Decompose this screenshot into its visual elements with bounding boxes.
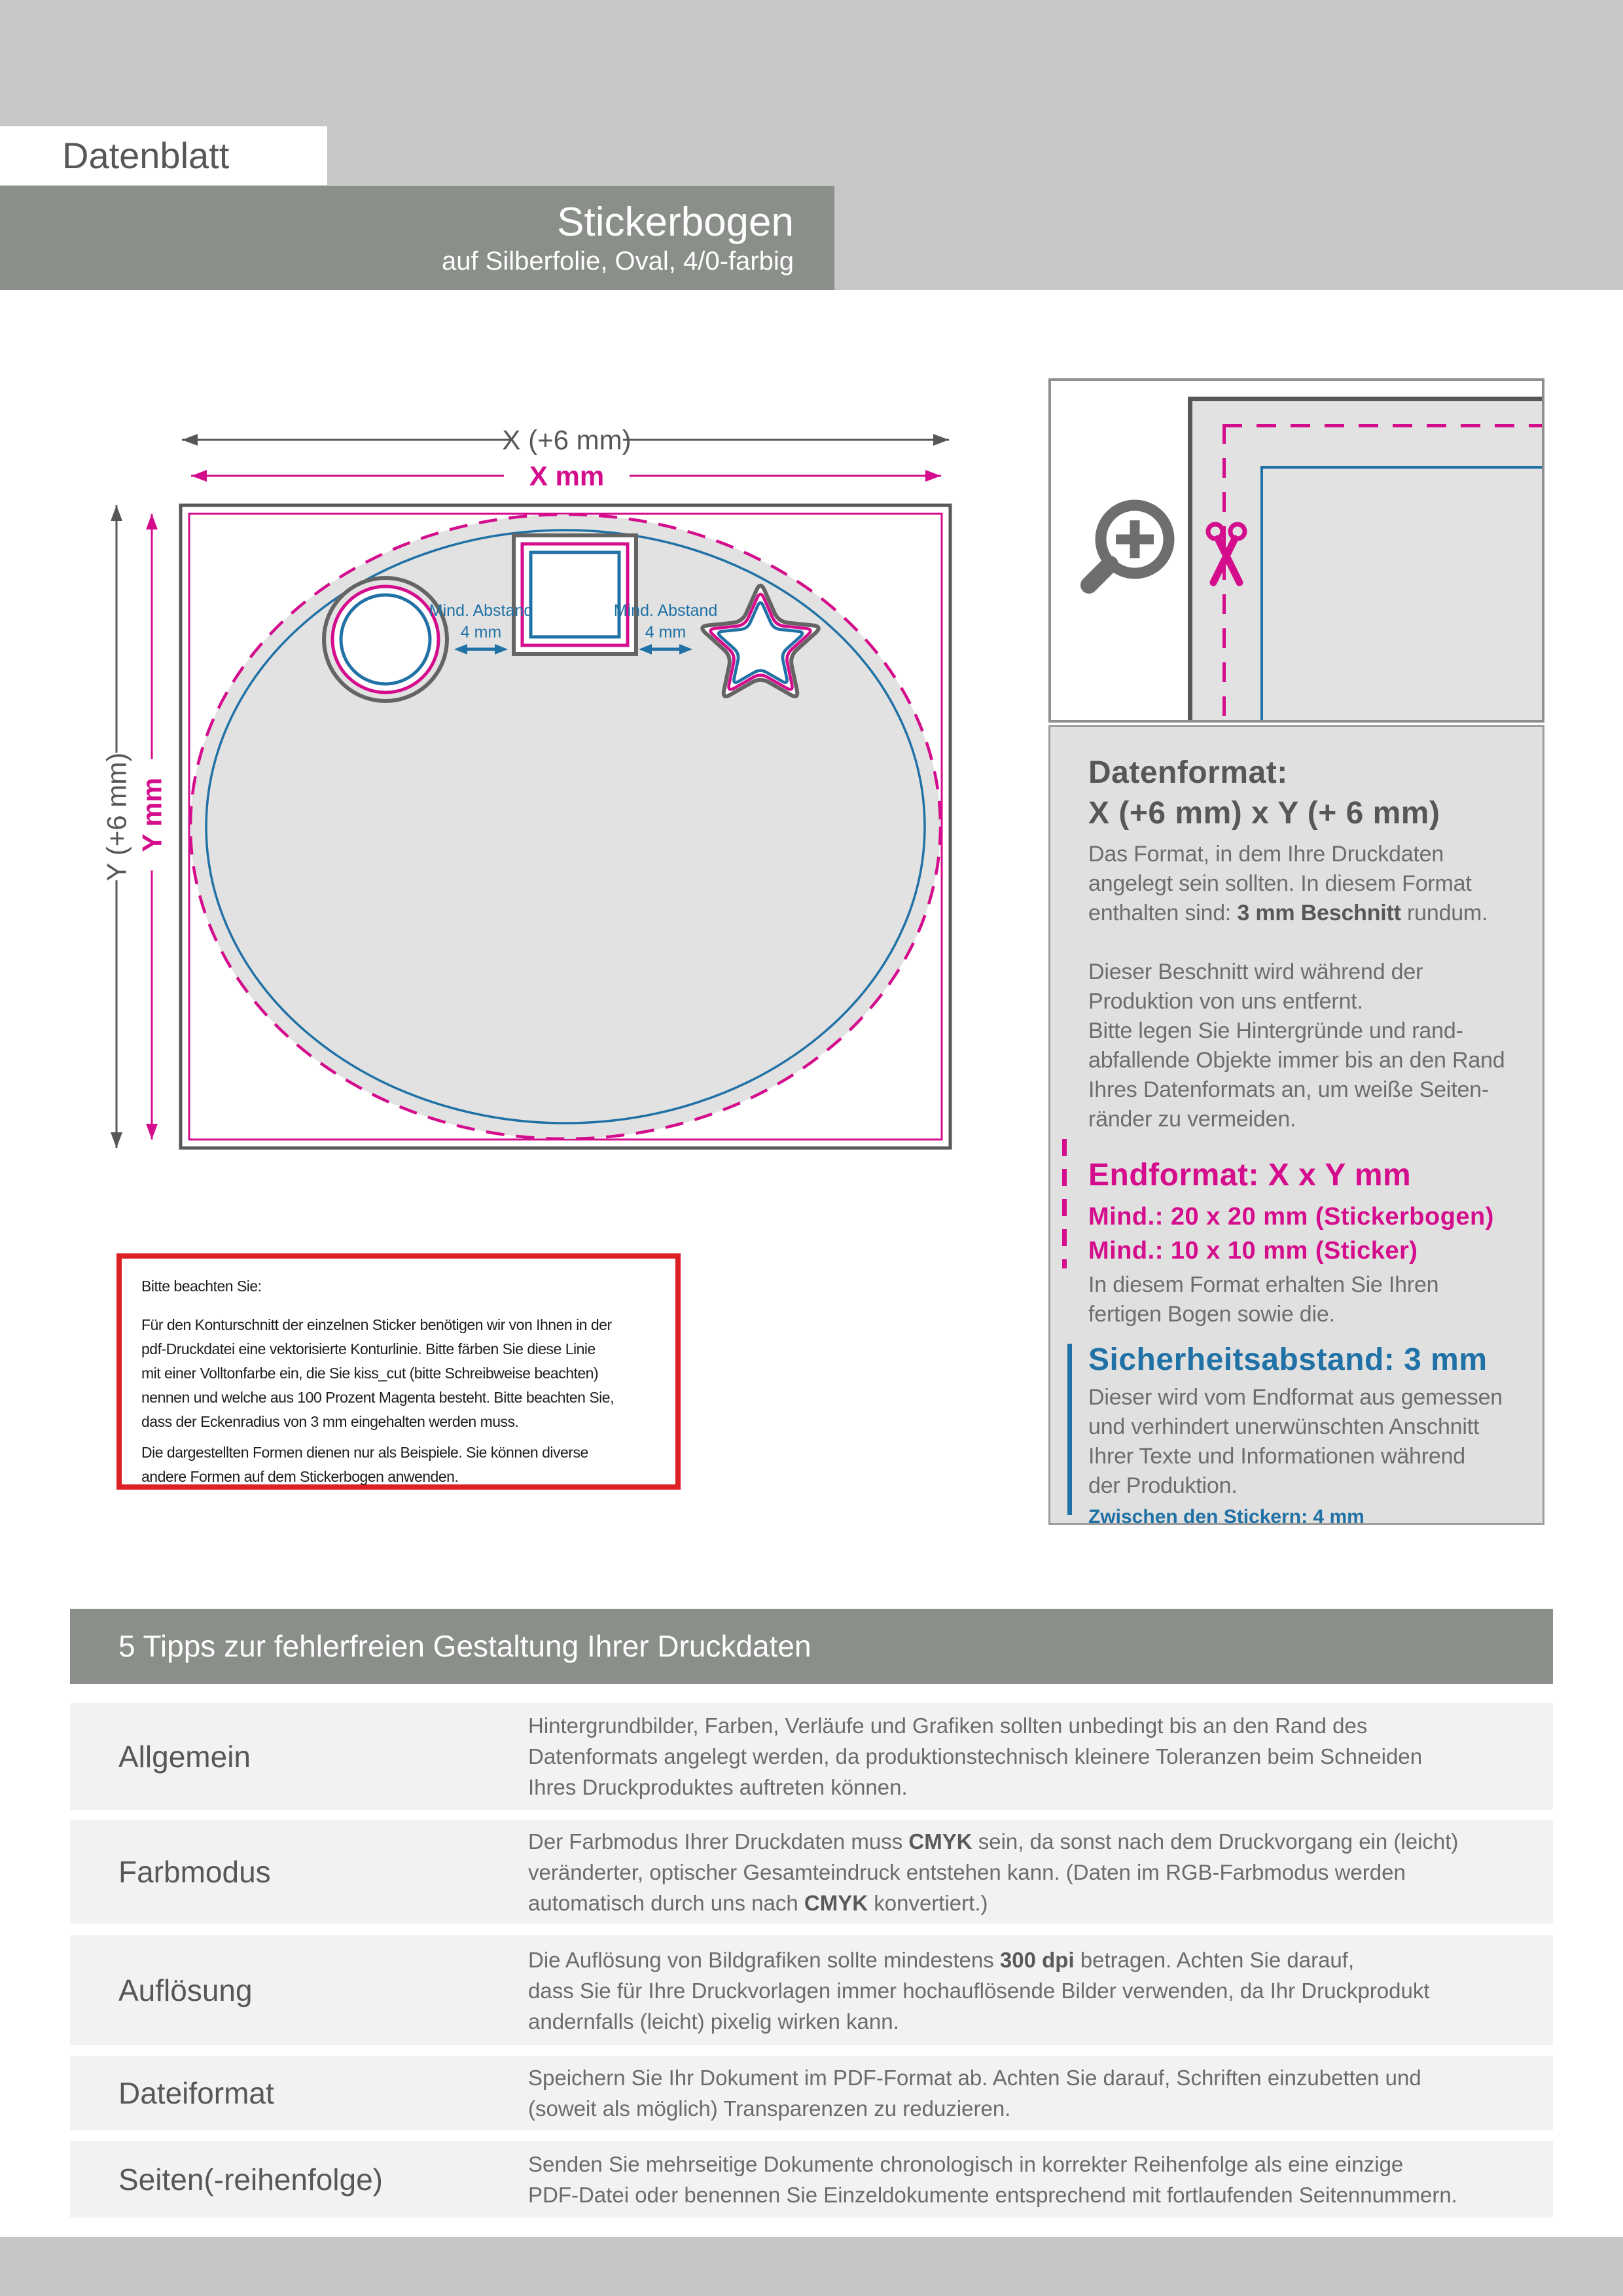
arrowhead <box>933 434 949 446</box>
safety-paragraph: Dieser wird vom Endformat aus gemessen und verhindert unerwünschten Anschnitt Ihrer Texte und Informationen während der Produktion. <box>1088 1385 1503 1498</box>
square-sticker-shape <box>514 535 636 654</box>
cut-detail-box <box>1048 378 1544 723</box>
magnifier-plus-icon <box>1074 489 1185 600</box>
note-line: mit einer Volltonfarbe ein, die Sie kiss_cut (bitte Schreibweise beachten) <box>141 1365 599 1382</box>
scissors-icon <box>1197 518 1256 603</box>
dataformat-title: Datenformat: <box>1088 755 1288 790</box>
note-line: andere Formen auf dem Stickerbogen anwenden. <box>141 1468 459 1485</box>
dim-y-outer-label: Y (+6 mm) <box>101 752 132 882</box>
endformat-corner-line <box>1260 466 1542 720</box>
min-distance-label: Mind. Abstand <box>429 601 533 620</box>
arrowhead <box>925 470 941 482</box>
circle-sticker-shape <box>324 578 447 701</box>
attention-note-box <box>116 1253 681 1490</box>
min-distance-value: 4 mm <box>460 623 502 641</box>
note-title: Bitte beachten Sie: <box>141 1278 262 1295</box>
dim-x-outer-label: X (+6 mm) <box>502 424 632 456</box>
min-distance-value: 4 mm <box>645 623 687 641</box>
arrowhead <box>111 1132 122 1148</box>
dim-y-inner-label: Y mm <box>136 778 168 852</box>
endformat-min-sheet: Mind.: 20 x 20 mm (Stickerbogen) <box>1088 1203 1494 1230</box>
dataformat-formula: X (+6 mm) x Y (+ 6 mm) <box>1088 796 1440 831</box>
endformat-title: Endformat: X x Y mm <box>1088 1158 1412 1193</box>
endformat-dashed-marker <box>1062 1139 1067 1268</box>
arrowhead <box>146 514 158 529</box>
dataformat-paragraph-2: Dieser Beschnitt wird während der Produktion von uns entfernt. Bitte legen Sie Hintergründe und rand- abfallende Objekte immer bis an den Rand Ihres Datenformats an, um weiße Seiten- ränder zu vermeiden. <box>1088 960 1505 1132</box>
title-bar <box>0 186 834 290</box>
footer-gray-band <box>0 2237 1623 2296</box>
tips-title: 5 Tipps zur fehlerfreien Gestaltung Ihrer Druckdaten <box>118 1629 812 1663</box>
min-distance-label: Mind. Abstand <box>613 601 718 620</box>
tip-description: Speichern Sie Ihr Dokument im PDF-Format ab. Achten Sie darauf, Schriften einzubetten und (soweit als möglich) Transparenzen zu reduzieren. <box>528 2066 1421 2121</box>
note-line: Die dargestellten Formen dienen nur als Beispiele. Sie können diverse <box>141 1444 588 1461</box>
dim-x-inner-label: X mm <box>529 460 605 492</box>
arrowhead <box>111 505 122 521</box>
tip-label: Allgemein <box>118 1739 251 1774</box>
endformat-min-sticker: Mind.: 10 x 10 mm (Sticker) <box>1088 1237 1418 1265</box>
safety-note: Zwischen den Stickern: 4 mm <box>1088 1506 1364 1528</box>
doc-label: Datenblatt <box>62 135 230 176</box>
sticker-sheet-diagram <box>52 367 995 1191</box>
tip-description: Die Auflösung von Bildgrafiken sollte mindestens 300 dpi betragen. Achten Sie darauf, dass Sie für Ihre Druckvorlagen immer hochauflösende Bilder verwenden, da Ihr Druckprodukt andernfalls (leicht) pixelig wirken kann. <box>528 1947 1430 2034</box>
arrowhead <box>191 470 207 482</box>
product-subtitle: auf Silberfolie, Oval, 4/0-farbig <box>441 246 794 276</box>
tip-row-farbmodus <box>70 1820 1553 1924</box>
safety-title: Sicherheitsabstand: 3 mm <box>1088 1342 1488 1377</box>
cut-line-horizontal <box>1222 424 1542 427</box>
dataformat-paragraph-1: Das Format, in dem Ihre Druckdaten angelegt sein sollten. In diesem Format enthalten sind: 3 mm Beschnitt rundum. <box>1088 842 1488 925</box>
tip-description: Der Farbmodus Ihrer Druckdaten muss CMYK sein, da sonst nach dem Druckvorgang ein (leicht) veränderter, optischer Gesamteindruck entstehen kann. (Daten im RGB-Farbmodus werden automatisch durch uns nach CMYK konvertiert.) <box>528 1829 1459 1915</box>
product-title: Stickerbogen <box>557 199 794 245</box>
info-panel <box>1048 725 1544 1528</box>
tip-row-allgemein <box>70 1703 1553 1810</box>
note-line: pdf-Druckdatei eine vektorisierte Konturlinie. Bitte färben Sie diese Linie <box>141 1340 596 1357</box>
note-line: nennen und welche aus 100 Prozent Magenta besteht. Bitte beachten Sie, <box>141 1389 614 1406</box>
arrowhead <box>182 434 198 446</box>
tip-row-dateiformat <box>70 2056 1553 2130</box>
tip-description: Senden Sie mehrseitige Dokumente chronologisch in korrekter Reihenfolge als eine einzige PDF-Datei oder benennen Sie Einzeldokumente entsprechend mit fortlaufenden Seitennummern. <box>528 2151 1457 2207</box>
note-line: Für den Konturschnitt der einzelnen Sticker benötigen wir von Ihnen in der <box>141 1316 612 1333</box>
tip-label: Dateiformat <box>118 2076 274 2110</box>
safety-solid-marker <box>1067 1344 1072 1515</box>
tip-label: Seiten(-reihenfolge) <box>118 2162 383 2197</box>
tip-label: Auflösung <box>118 1973 253 2007</box>
tip-label: Farbmodus <box>118 1855 271 1889</box>
note-line: dass der Eckenradius von 3 mm eingehalten werden muss. <box>141 1413 519 1430</box>
tip-row-seitenreihenfolge <box>70 2141 1553 2217</box>
doc-label-box <box>0 126 327 185</box>
tip-description: Hintergrundbilder, Farben, Verläufe und Grafiken sollten unbedingt bis an den Rand des Datenformats angelegt werden, da produktionstechnisch kleinere Toleranzen beim Schneiden Ihres Druckproduktes auftreten können. <box>528 1713 1423 1799</box>
arrowhead <box>146 1124 158 1139</box>
endformat-paragraph: In diesem Format erhalten Sie Ihren fertigen Bogen sowie die. <box>1088 1272 1439 1327</box>
tips-header-bar <box>70 1609 1553 1684</box>
tip-row-aufloesung <box>70 1935 1553 2045</box>
